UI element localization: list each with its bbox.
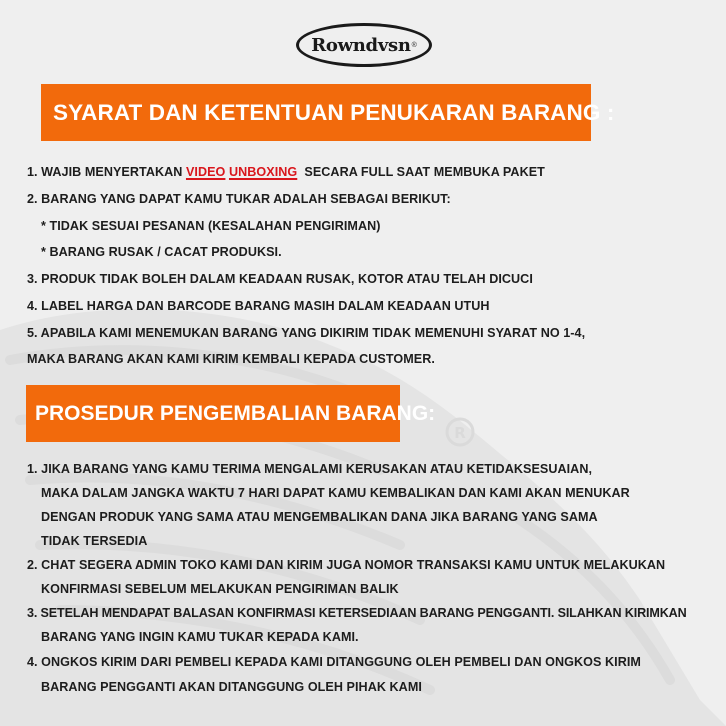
procedure-item-1-line-3: DENGAN PRODUK YANG SAMA ATAU MENGEMBALIKAN DANA JIKA BARANG YANG SAMA (41, 510, 598, 524)
brand-logo (296, 23, 432, 67)
svg-text:R: R (454, 424, 466, 442)
unboxing-link[interactable]: UNBOXING (228, 165, 298, 179)
brand-logo-text: Rowndvsn (311, 34, 411, 56)
section1-title: SYARAT DAN KETENTUAN PENUKARAN BARANG : (53, 99, 615, 125)
terms-item-5-line-2: MAKA BARANG AKAN KAMI KIRIM KEMBALI KEPADA CUSTOMER. (27, 352, 435, 366)
terms-item-2-sub-1: * TIDAK SESUAI PESANAN (KESALAHAN PENGIRIMAN) (41, 219, 381, 233)
procedure-item-3-line-2: BARANG YANG INGIN KAMU TUKAR KEPADA KAMI. (41, 630, 359, 644)
section1-title-banner (41, 84, 615, 141)
terms-item-1-suffix: SECARA FULL SAAT MEMBUKA PAKET (304, 165, 545, 179)
registered-icon: ® (411, 41, 417, 49)
procedure-item-3-line-1: 3. SETELAH MENDAPAT BALASAN KONFIRMASI KETERSEDIAAN BARANG PENGGANTI. SILAHKAN KIRIMKAN (27, 606, 687, 620)
section2-title: PROSEDUR PENGEMBALIAN BARANG: (35, 401, 436, 425)
procedure-item-1-line-1: 1. JIKA BARANG YANG KAMU TERIMA MENGALAMI KERUSAKAN ATAU KETIDAKSESUAIAN, (27, 462, 593, 476)
procedure-item-2-line-1: 2. CHAT SEGERA ADMIN TOKO KAMI DAN KIRIM JUGA NOMOR TRANSAKSI KAMU UNTUK MELAKUKAN (27, 558, 666, 572)
terms-item-1-prefix: 1. WAJIB MENYERTAKAN (27, 165, 183, 179)
terms-item-3: 3. PRODUK TIDAK BOLEH DALAM KEADAAN RUSAK, KOTOR ATAU TELAH DICUCI (27, 272, 533, 286)
video-link[interactable]: VIDEO (185, 165, 226, 179)
procedure-item-4-line-1: 4. ONGKOS KIRIM DARI PEMBELI KEPADA KAMI DITANGGUNG OLEH PEMBELI DAN ONGKOS KIRIM (27, 655, 641, 669)
procedure-item-1-line-4: TIDAK TERSEDIA (41, 534, 148, 548)
terms-item-4: 4. LABEL HARGA DAN BARCODE BARANG MASIH DALAM KEADAAN UTUH (27, 299, 490, 313)
procedure-item-4-line-2: BARANG PENGGANTI AKAN DITANGGUNG OLEH PIHAK KAMI (41, 680, 422, 694)
terms-item-2: 2. BARANG YANG DAPAT KAMU TUKAR ADALAH SEBAGAI BERIKUT: (27, 192, 451, 206)
procedure-item-1-line-2: MAKA DALAM JANGKA WAKTU 7 HARI DAPAT KAMU KEMBALIKAN DAN KAMI AKAN MENUKAR (41, 486, 630, 500)
section2-title-banner (26, 385, 436, 442)
terms-item-5-line-1: 5. APABILA KAMI MENEMUKAN BARANG YANG DIKIRIM TIDAK MEMENUHI SYARAT NO 1-4, (27, 326, 586, 340)
procedure-item-2-line-2: KONFIRMASI SEBELUM MELAKUKAN PENGIRIMAN BALIK (41, 582, 399, 596)
terms-item-2-sub-2: * BARANG RUSAK / CACAT PRODUKSI. (41, 245, 282, 259)
terms-item-1 (27, 165, 545, 179)
